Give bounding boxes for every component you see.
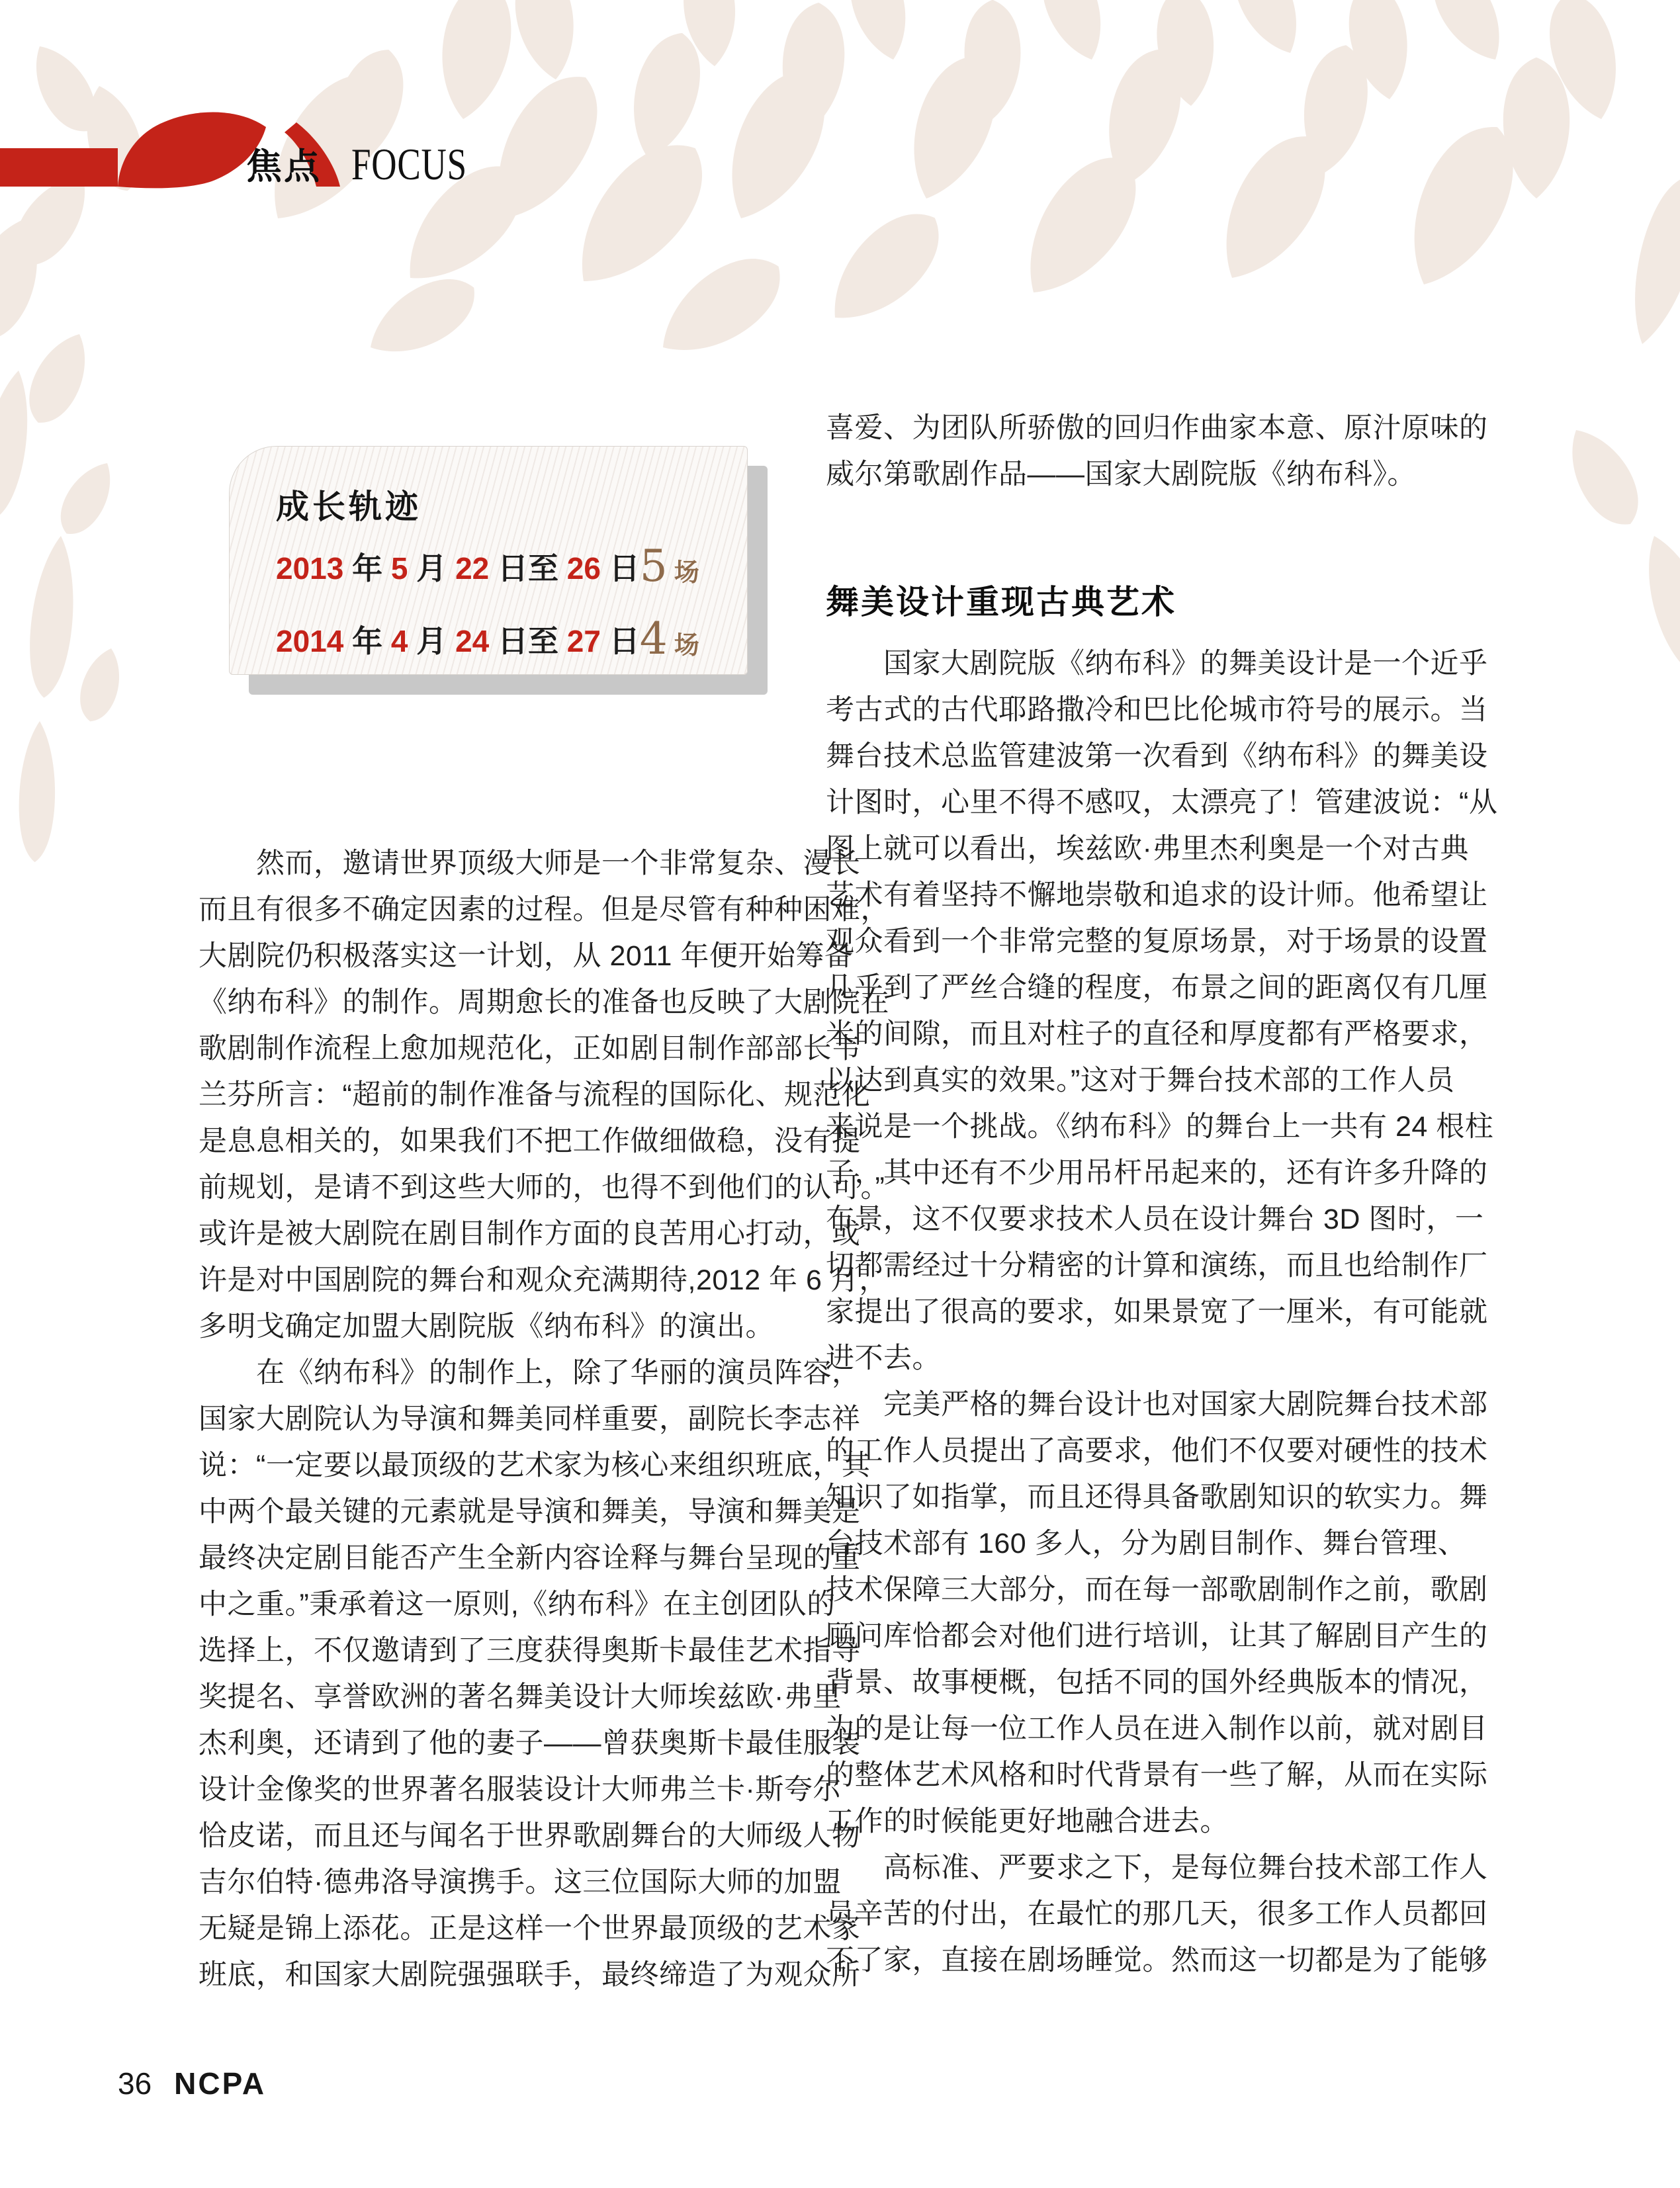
text-line: 工作的时候能更好地融合进去。 (826, 1806, 1229, 1837)
text-line: 喜爱、为团队所骄傲的回归作曲家本意、原汁原味的 (826, 412, 1488, 444)
text-line: 《纳布科》的制作。周期愈长的准备也反映了大剧院在 (199, 986, 889, 1018)
text-line: 奖提名、享誉欧洲的著名舞美设计大师埃兹欧·弗里 (199, 1681, 842, 1713)
section-title-en: FOCUS (351, 139, 467, 189)
date-range (276, 545, 640, 588)
show-count (639, 613, 699, 664)
red-bar (0, 148, 118, 187)
text-line: 计图时，心里不得不感叹，太漂亮了！管建波说：“从 (826, 787, 1498, 818)
performance-date-row (276, 603, 699, 676)
date-text: 月 (408, 551, 456, 586)
date-number: 2014 (276, 624, 344, 658)
text-line: 背景、故事梗概，包括不同的国外经典版本的情况， (826, 1667, 1488, 1698)
text-line: 国家大剧院认为导演和舞美同样重要，副院长李志祥 (199, 1403, 861, 1435)
text-line: 切都需经过十分精密的计算和演练，而且也给制作厂 (826, 1250, 1488, 1282)
text-line: 舞台技术总监管建波第一次看到《纳布科》的舞美设 (826, 740, 1488, 772)
text-line: 顾问库恰都会对他们进行培训，让其了解剧目产生的 (826, 1620, 1488, 1652)
page-number: 36 (118, 2066, 152, 2101)
show-count-unit: 场 (674, 632, 699, 660)
text-line: 知识了如指掌，而且还得具备歌剧知识的软实力。舞 (826, 1481, 1488, 1513)
text-line: 米的间隙，而且对柱子的直径和厚度都有严格要求， (826, 1018, 1488, 1050)
performance-date-row (276, 530, 699, 603)
text-line: 许是对中国剧院的舞台和观众充满期待,2012 年 6 月， (199, 1264, 888, 1296)
show-count-number: 5 (639, 541, 668, 591)
section-title-cn: 焦点 (246, 147, 322, 187)
show-count-number: 4 (639, 613, 668, 664)
date-number: 24 (455, 624, 490, 658)
text-line: 考古式的古代耶路撒冷和巴比伦城市符号的展示。当 (826, 694, 1488, 726)
text-line: 中之重。”秉承着这一原则,《纳布科》在主创团队的 (199, 1589, 836, 1620)
text-line: 杰利奥，还请到了他的妻子——曾获奥斯卡最佳服装 (199, 1728, 861, 1759)
text-line: 吉尔伯特·德弗洛导演携手。这三位国际大师的加盟 (199, 1866, 842, 1898)
date-text: 日 (600, 624, 640, 658)
text-line: 台技术部有 160 多人，分为剧目制作、舞台管理、 (826, 1528, 1467, 1559)
date-text: 年 (343, 551, 391, 586)
text-line: 艺术有着坚持不懈地崇敬和追求的设计师。他希望让 (826, 879, 1488, 911)
text-line: 是息息相关的，如果我们不把工作做细做稳，没有提 (199, 1125, 861, 1157)
text-line: 家提出了很高的要求，如果景宽了一厘米，有可能就 (826, 1296, 1488, 1328)
text-line: 在《纳布科》的制作上，除了华丽的演员阵容， (199, 1357, 861, 1389)
date-number: 26 (566, 551, 601, 586)
show-count (639, 541, 699, 591)
text-line: 设计金像奖的世界著名服装设计大师弗兰卡·斯夸尔 (199, 1774, 842, 1806)
text-line: 完美严格的舞台设计也对国家大剧院舞台技术部 (826, 1389, 1488, 1421)
date-number: 27 (566, 624, 601, 658)
text-line: 员辛苦的付出，在最忙的那几天，很多工作人员都回 (826, 1898, 1488, 1930)
text-line: 的工作人员提出了高要求，他们不仅要对硬性的技术 (826, 1435, 1488, 1467)
text-line: 的整体艺术风格和时代背景有一些了解，从而在实际 (826, 1759, 1488, 1791)
text-line: 班底，和国家大剧院强强联手，最终缔造了为观众所 (199, 1959, 861, 1991)
date-text: 日 (600, 551, 640, 586)
text-line: 歌剧制作流程上愈加规范化，正如剧目制作部部长韦 (199, 1033, 861, 1065)
text-line: 子，其中还有不少用吊杆吊起来的，还有许多升降的 (826, 1157, 1488, 1189)
text-line: 然而，邀请世界顶级大师是一个非常复杂、漫长 (199, 848, 861, 879)
date-text: 日至 (489, 551, 567, 586)
text-line: 进不去。 (826, 1342, 941, 1374)
date-number: 4 (390, 624, 408, 658)
text-line: 中两个最关键的元素就是导演和舞美，导演和舞美是 (199, 1496, 861, 1528)
text-line: 选择上，不仅邀请到了三度获得奥斯卡最佳艺术指导 (199, 1635, 861, 1667)
date-text: 年 (343, 624, 391, 658)
date-range (276, 617, 640, 661)
date-number: 5 (390, 551, 408, 586)
page-footer (118, 2066, 266, 2101)
text-line: 图上就可以看出，埃兹欧·弗里杰利奥是一个对古典 (826, 833, 1469, 865)
growth-track-rows (276, 530, 699, 676)
show-count-unit: 场 (674, 559, 699, 587)
text-line: 威尔第歌剧作品——国家大剧院版《纳布科》。 (826, 459, 1416, 490)
growth-track-panel (229, 446, 748, 675)
text-line: 布景，这不仅要求技术人员在设计舞台 3D 图时，一 (826, 1203, 1484, 1235)
text-line: 为的是让每一位工作人员在进入制作以前，就对剧目 (826, 1713, 1488, 1745)
text-line: 观众看到一个非常完整的复原场景，对于场景的设置 (826, 926, 1488, 957)
text-line: 来说是一个挑战。《纳布科》的舞台上一共有 24 根柱 (826, 1111, 1494, 1143)
text-line: 大剧院仍积极落实这一计划，从 2011 年便开始筹备 (199, 940, 854, 972)
text-line: 无疑是锦上添花。正是这样一个世界最顶级的艺术家 (199, 1913, 861, 1945)
date-number: 2013 (276, 551, 344, 586)
date-text: 月 (408, 624, 456, 658)
text-line: 说：“一定要以最顶级的艺术家为核心来组织班底，其 (199, 1450, 871, 1481)
text-line: 前规划，是请不到这些大师的，也得不到他们的认可。” (199, 1172, 885, 1203)
text-line: 技术保障三大部分，而在每一部歌剧制作之前，歌剧 (826, 1574, 1488, 1606)
text-line: 或许是被大剧院在剧目制作方面的良苦用心打动，或 (199, 1218, 861, 1250)
text-line: 多明戈确定加盟大剧院版《纳布科》的演出。 (199, 1311, 774, 1342)
brand-label: NCPA (174, 2066, 267, 2101)
text-line: 恰皮诺，而且还与闻名于世界歌剧舞台的大师级人物 (199, 1820, 861, 1852)
text-line: 几乎到了严丝合缝的程度，布景之间的距离仅有几厘 (826, 972, 1488, 1004)
right-column-body (826, 640, 1498, 1984)
text-line: 不了家，直接在剧场睡觉。然而这一切都是为了能够 (826, 1945, 1488, 1976)
text-line: 国家大剧院版《纳布科》的舞美设计是一个近乎 (826, 648, 1488, 679)
text-line: 而且有很多不确定因素的过程。但是尽管有种种困难， (199, 894, 889, 926)
text-line: 兰芬所言：“超前的制作准备与流程的国际化、规范化 (199, 1079, 871, 1111)
red-swoosh (118, 112, 266, 189)
text-line: 以达到真实的效果。”这对于舞台技术部的工作人员 (826, 1065, 1455, 1096)
growth-track-title: 成长轨迹 (276, 488, 421, 525)
text-line: 高标准、严要求之下，是每位舞台技术部工作人 (826, 1852, 1488, 1884)
section-heading: 舞美设计重现古典艺术 (826, 584, 1176, 621)
text-line: 最终决定剧目能否产生全新内容诠释与舞台呈现的重 (199, 1542, 861, 1574)
date-number: 22 (455, 551, 490, 586)
right-column-intro (826, 405, 1488, 498)
date-text: 日至 (489, 624, 567, 658)
